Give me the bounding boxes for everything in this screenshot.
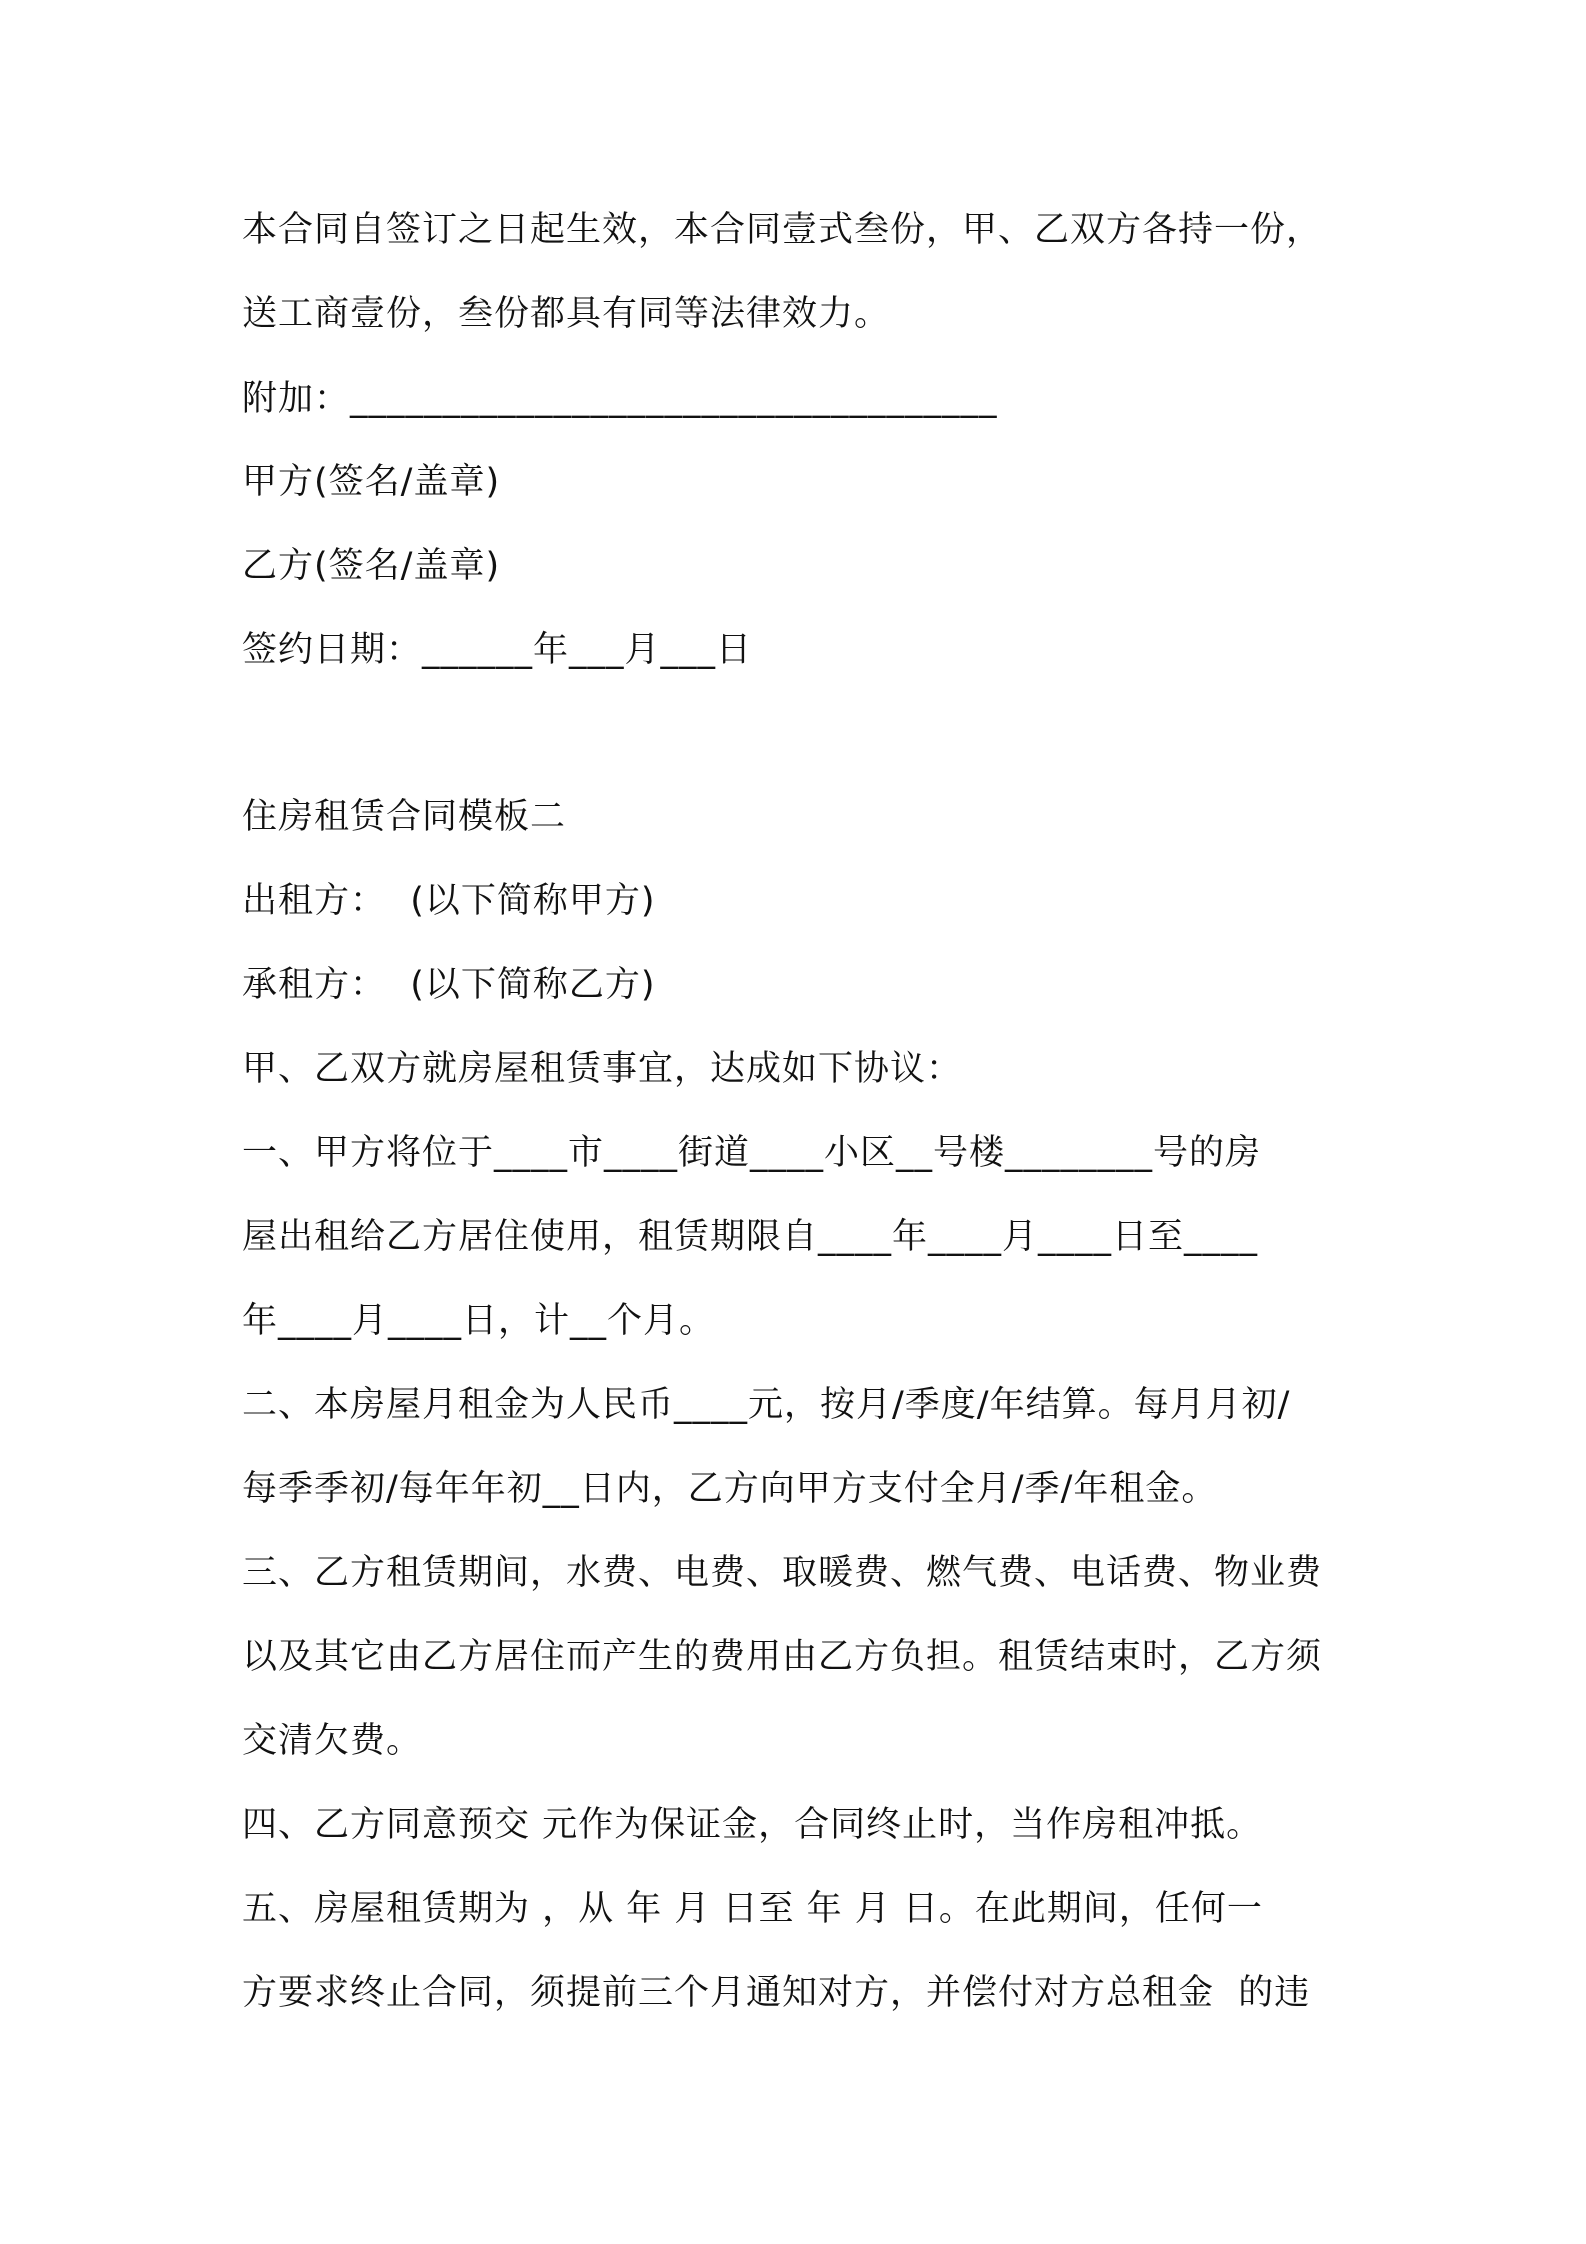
clause-3-line-3: 交清欠费。 xyxy=(242,1721,423,1761)
clause-2-line-1: 二、本房屋月租金为人民币____元，按月/季度/年结算。每月月初/ xyxy=(242,1385,1291,1425)
paragraph-effective-line-2: 送工商壹份，叁份都具有同等法律效力。 xyxy=(242,294,891,334)
lessee-line: 承租方： (以下简称乙方) xyxy=(242,965,656,1005)
agreement-intro: 甲、乙双方就房屋租赁事宜，达成如下协议： xyxy=(242,1049,963,1089)
clause-4-line-1: 四、乙方同意预交 元作为保证金，合同终止时，当作房租冲抵。 xyxy=(242,1805,1263,1845)
paragraph-effective-line-1: 本合同自签订之日起生效，本合同壹式叁份，甲、乙双方各持一份， xyxy=(242,210,1323,250)
clause-3-line-1: 三、乙方租赁期间，水费、电费、取暖费、燃气费、电话费、物业费 xyxy=(242,1553,1323,1593)
clause-5-line-2: 方要求终止合同，须提前三个月通知对方，并偿付对方总租金 的违 xyxy=(242,1973,1311,2013)
appendix-line: 附加：___________________________________ xyxy=(242,379,998,419)
clause-1-line-1: 一、甲方将位于____市____街道____小区__号楼________号的房 xyxy=(242,1133,1262,1173)
clause-1-line-3: 年____月____日，计__个月。 xyxy=(242,1301,716,1341)
clause-5-line-1: 五、房屋租赁期为 ，从 年 月 日至 年 月 日。在此期间，任何一 xyxy=(242,1889,1263,1929)
clause-3-line-2: 以及其它由乙方居住而产生的费用由乙方负担。租赁结束时，乙方须 xyxy=(242,1637,1323,1677)
lessor-line: 出租方： (以下简称甲方) xyxy=(242,881,656,921)
clause-2-line-2: 每季季初/每年年初__日内，乙方向甲方支付全月/季/年租金。 xyxy=(242,1469,1218,1509)
party-b-signature: 乙方(签名/盖章) xyxy=(242,546,501,586)
section-title: 住房租赁合同模板二 xyxy=(242,797,567,837)
signing-date: 签约日期：______年___月___日 xyxy=(242,630,753,670)
clause-1-line-2: 屋出租给乙方居住使用，租赁期限自____年____月____日至____ xyxy=(242,1217,1259,1257)
party-a-signature: 甲方(签名/盖章) xyxy=(242,462,501,502)
